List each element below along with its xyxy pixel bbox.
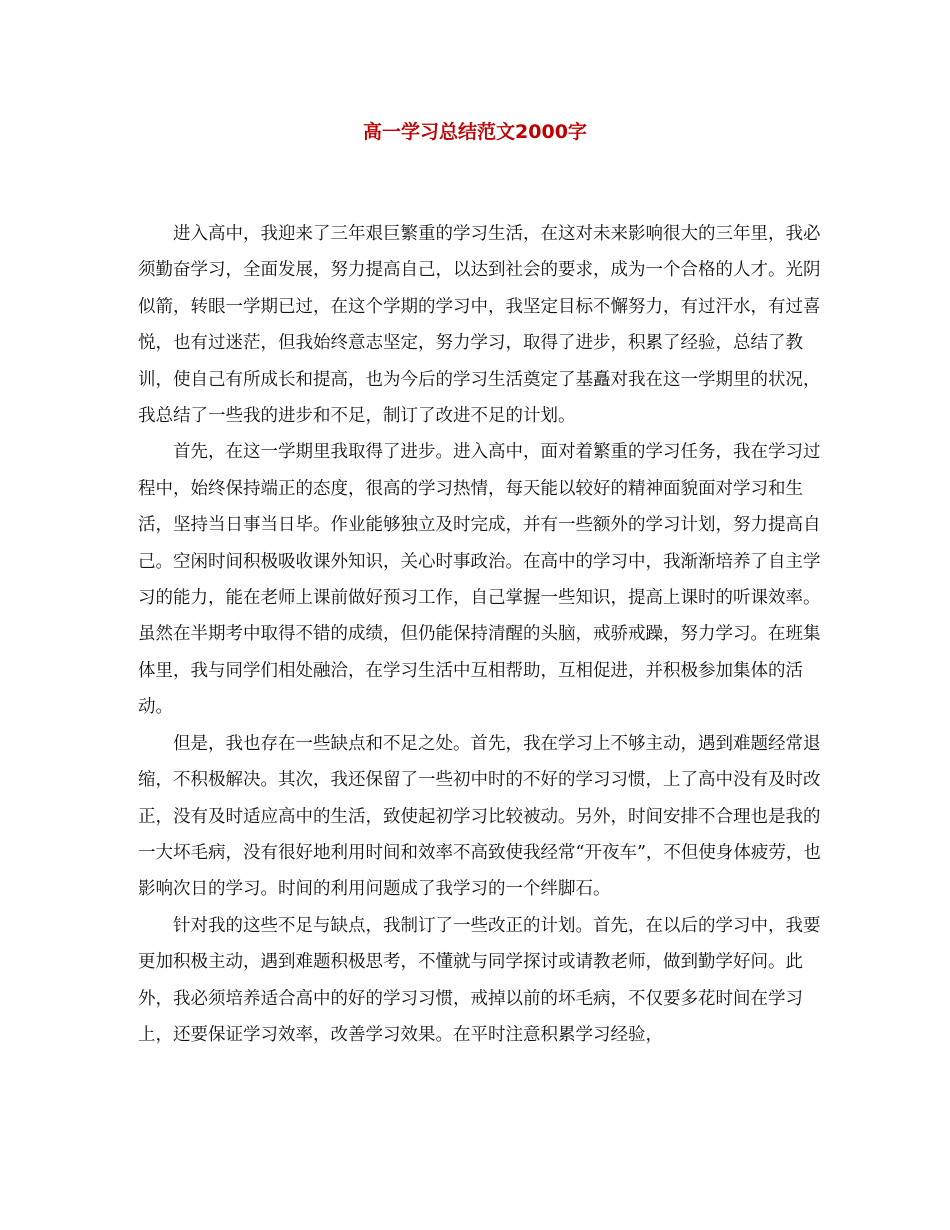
document-title: 高一学习总结范文2000字 xyxy=(363,121,587,143)
paragraph-1: 进入高中，我迎来了三年艰巨繁重的学习生活，在这对未来影响很大的三年里，我必须勤奋学习，全面发展，努力提高自己，以达到社会的要求，成为一个合格的人才。光阴似箭，转眼一学期已过，在这个学期的学习中，我坚定目标不懈努力，有过汗水，有过喜悦，也有过迷茫，但我始终意志坚定，努力学习，取得了进步，积累了经验，总结了教训，使自己有所成长和提高，也为今后的学习生活奠定了基矗对我在这一学期里的状况，我总结了一些我的进步和不足，制订了改进不足的计划。 xyxy=(138,224,821,427)
paragraph-3: 但是，我也存在一些缺点和不足之处。首先，我在学习上不够主动，遇到难题经常退缩，不积极解决。其次，我还保留了一些初中时的不好的学习习惯，上了高中没有及时改正，没有及时适应高中的生活，致使起初学习比较被动。另外，时间安排不合理也是我的一大坏毛病，没有很好地利用时间和效率不高致使我经常“开夜车”，不但使身体疲劳，也影响次日的学习。时间的利用问题成了我学习的一个绊脚石。 xyxy=(138,733,821,900)
paragraph-4: 针对我的这些不足与缺点，我制订了一些改正的计划。首先，在以后的学习中，我要更加积极主动，遇到难题积极思考，不懂就与同学探讨或请教老师，做到勤学好问。此外，我必须培养适合高中的好的学习习惯，戒掉以前的坏毛病，不仅要多花时间在学习上，还要保证学习效率，改善学习效果。在平时注意积累学习经验， xyxy=(138,915,821,1045)
paragraph-2: 首先，在这一学期里我取得了进步。进入高中，面对着繁重的学习任务，我在学习过程中，始终保持端正的态度，很高的学习热情，每天能以较好的精神面貌面对学习和生活，坚持当日事当日毕。作业能够独立及时完成，并有一些额外的学习计划，努力提高自己。空闲时间积极吸收课外知识，关心时事政治。在高中的学习中，我渐渐培养了自主学习的能力，能在老师上课前做好预习工作，自己掌握一些知识，提高上课时的听课效率。虽然在半期考中取得不错的成绩，但仍能保持清醒的头脑，戒骄戒躁，努力学习。在班集体里，我与同学们相处融洽，在学习生活中互相帮助，互相促进，并积极参加集体的活动。 xyxy=(138,442,821,718)
document-body xyxy=(138,216,828,1053)
